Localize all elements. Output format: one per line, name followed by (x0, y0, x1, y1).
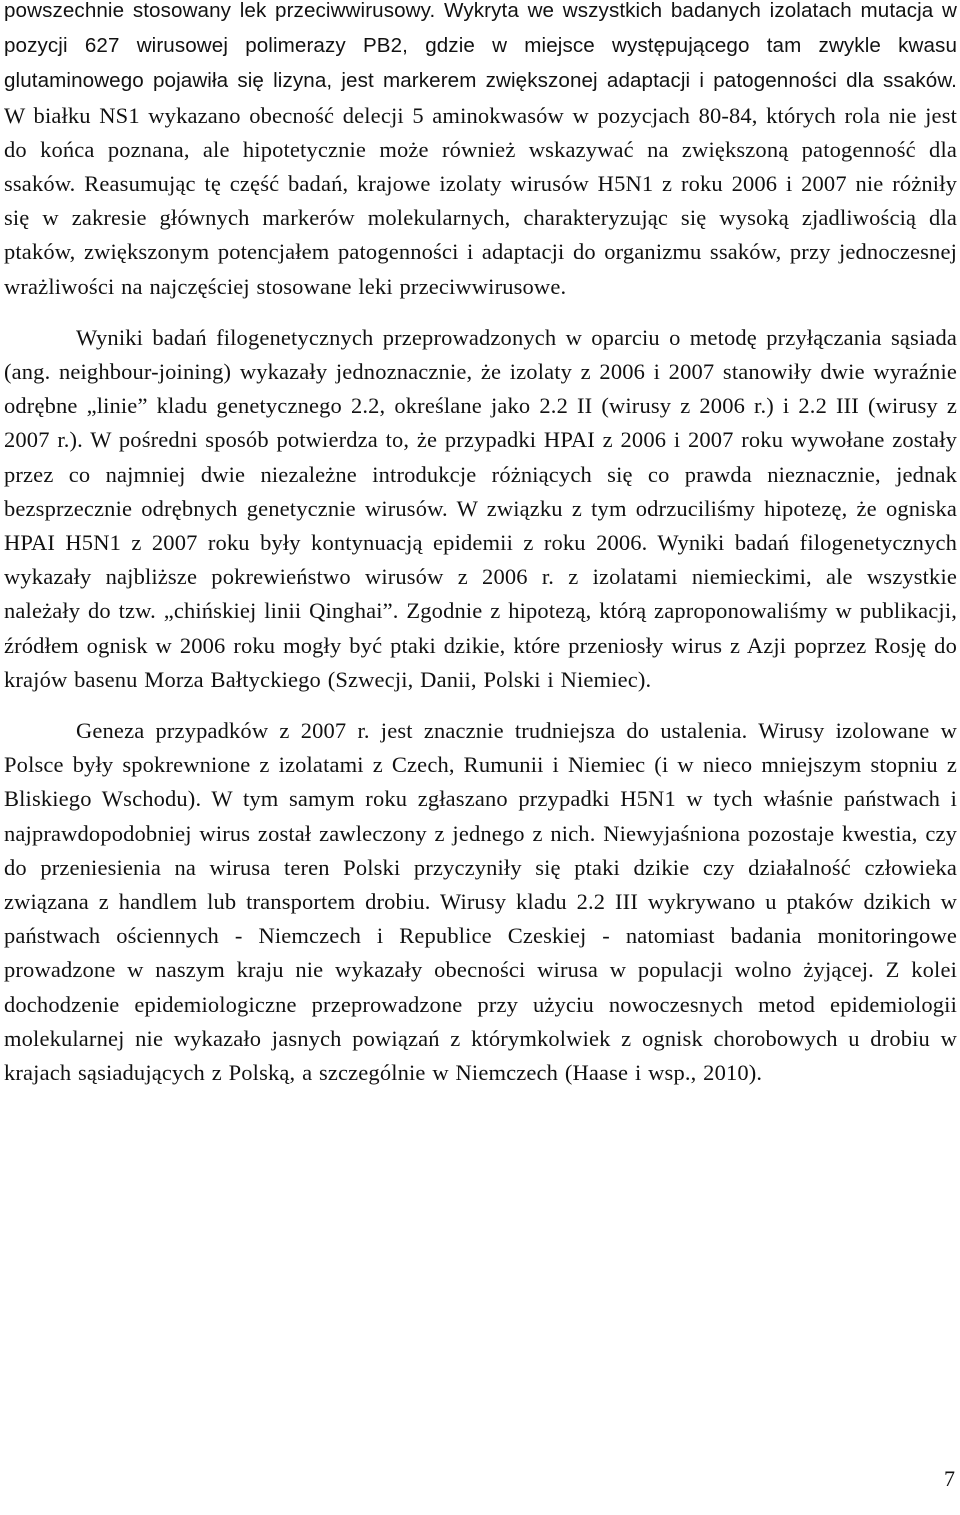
paragraph-2: Wyniki badań filogenetycznych przeprowadzonych w oparciu o metodę przyłączania sąsiada (ang. neighbour-joining) wykazały jednoznacznie, że izolaty z 2006 i 2007 stanowiły dwie wyraźnie odrębne „linie” kladu genetycznego 2.2, określane jako 2.2 II (wirusy z 2006 r.) i 2.2 III (wirusy z 2007 r.). W pośredni sposób potwierdza to, że przypadki HPAI z 2006 i 2007 roku wywołane zostały przez co najmniej dwie niezależne introdukcje różniących się co prawda nieznacznie, jednak bezsprzecznie odrębnych genetycznie wirusów. W związku z tym odrzuciliśmy hipotezę, że ogniska HPAI H5N1 z 2007 roku były kontynuacją epidemii z roku 2006. Wyniki badań filogenetycznych wykazały najbliższe pokrewieństwo wirusów z 2006 r. z izolatami niemieckimi, ale wszystkie należały do tzw. „chińskiej linii Qinghai”. Zgodnie z hipotezą, którą zaproponowaliśmy w publikacji, źródłem ognisk w 2006 roku mogły być ptaki dzikie, które przeniosły wirus z Azji poprzez Rosję do krajów basenu Morza Bałtyckiego (Szwecji, Danii, Polski i Niemiec). (4, 324, 957, 692)
paragraph-3: Geneza przypadków z 2007 r. jest znacznie trudniejsza do ustalenia. Wirusy izolowane w Polsce były spokrewnione z izolatami z Czech, Rumunii i Niemiec (i w nieco mniejszym stopniu z Bliskiego Wschodu). W tym samym roku zgłaszano przypadki H5N1 w tych właśnie państwach i najprawdopodobniej wirus został zawleczony z jednego z nich. Niewyjaśniona pozostaje kwestia, czy do przeniesienia na wirusa teren Polski przyczyniły się ptaki dzikie czy działalność człowieka związana z handlem lub transportem drobiu. Wirusy kladu 2.2 III wykrywano u ptaków dzikich w państwach ościennych - Niemczech i Republice Czeskiej - natomiast badania monitoringowe prowadzone w naszym kraju nie wykazały obecności wirusa w populacji wolno żyjącej. Z kolei dochodzenie epidemiologiczne przeprowadzone przy użyciu nowoczesnych metod epidemiologii molekularnej nie wykazało jasnych powiązań z którymkolwiek z ognisk chorobowych u drobiu w krajach sąsiadujących z Polską, a szczególnie w Niemczech (Haase i wsp., 2010). (4, 718, 957, 1086)
paragraph-1-serif-segment: W białku NS1 wykazano obecność delecji 5 aminokwasów w pozycjach 80-84, których rola nie jest do końca poznana, ale hipotetycznie może również wskazywać na zwiększoną patogenność dla ssaków. Reasumując tę część badań, krajowe izolaty wirusów H5N1 z roku 2006 i 2007 nie różniły się w zakresie głównych markerów molekularnych, charakteryzując się wysoką zjadliwością dla ptaków, zwiększonym potencjałem patogenności i adaptacji do organizmu ssaków, przy jednoczesnej wrażliwości na najczęściej stosowane leki przeciwwirusowe. (4, 102, 957, 299)
page-number: 7 (944, 1466, 955, 1491)
document-page (4, 0, 957, 1090)
paragraph-1-sans-segment: powszechnie stosowany lek przeciwwirusowy. Wykryta we wszystkich badanych izolatach mutacja w pozycji 627 wirusowej polimerazy PB2, gdzie w miejsce występującego tam zwykle kwasu glutaminowego pojawiła się lizyna, jest markerem zwiększonej adaptacji i patogenności dla ssaków. (4, 0, 957, 93)
paragraph-1 (4, 0, 957, 304)
